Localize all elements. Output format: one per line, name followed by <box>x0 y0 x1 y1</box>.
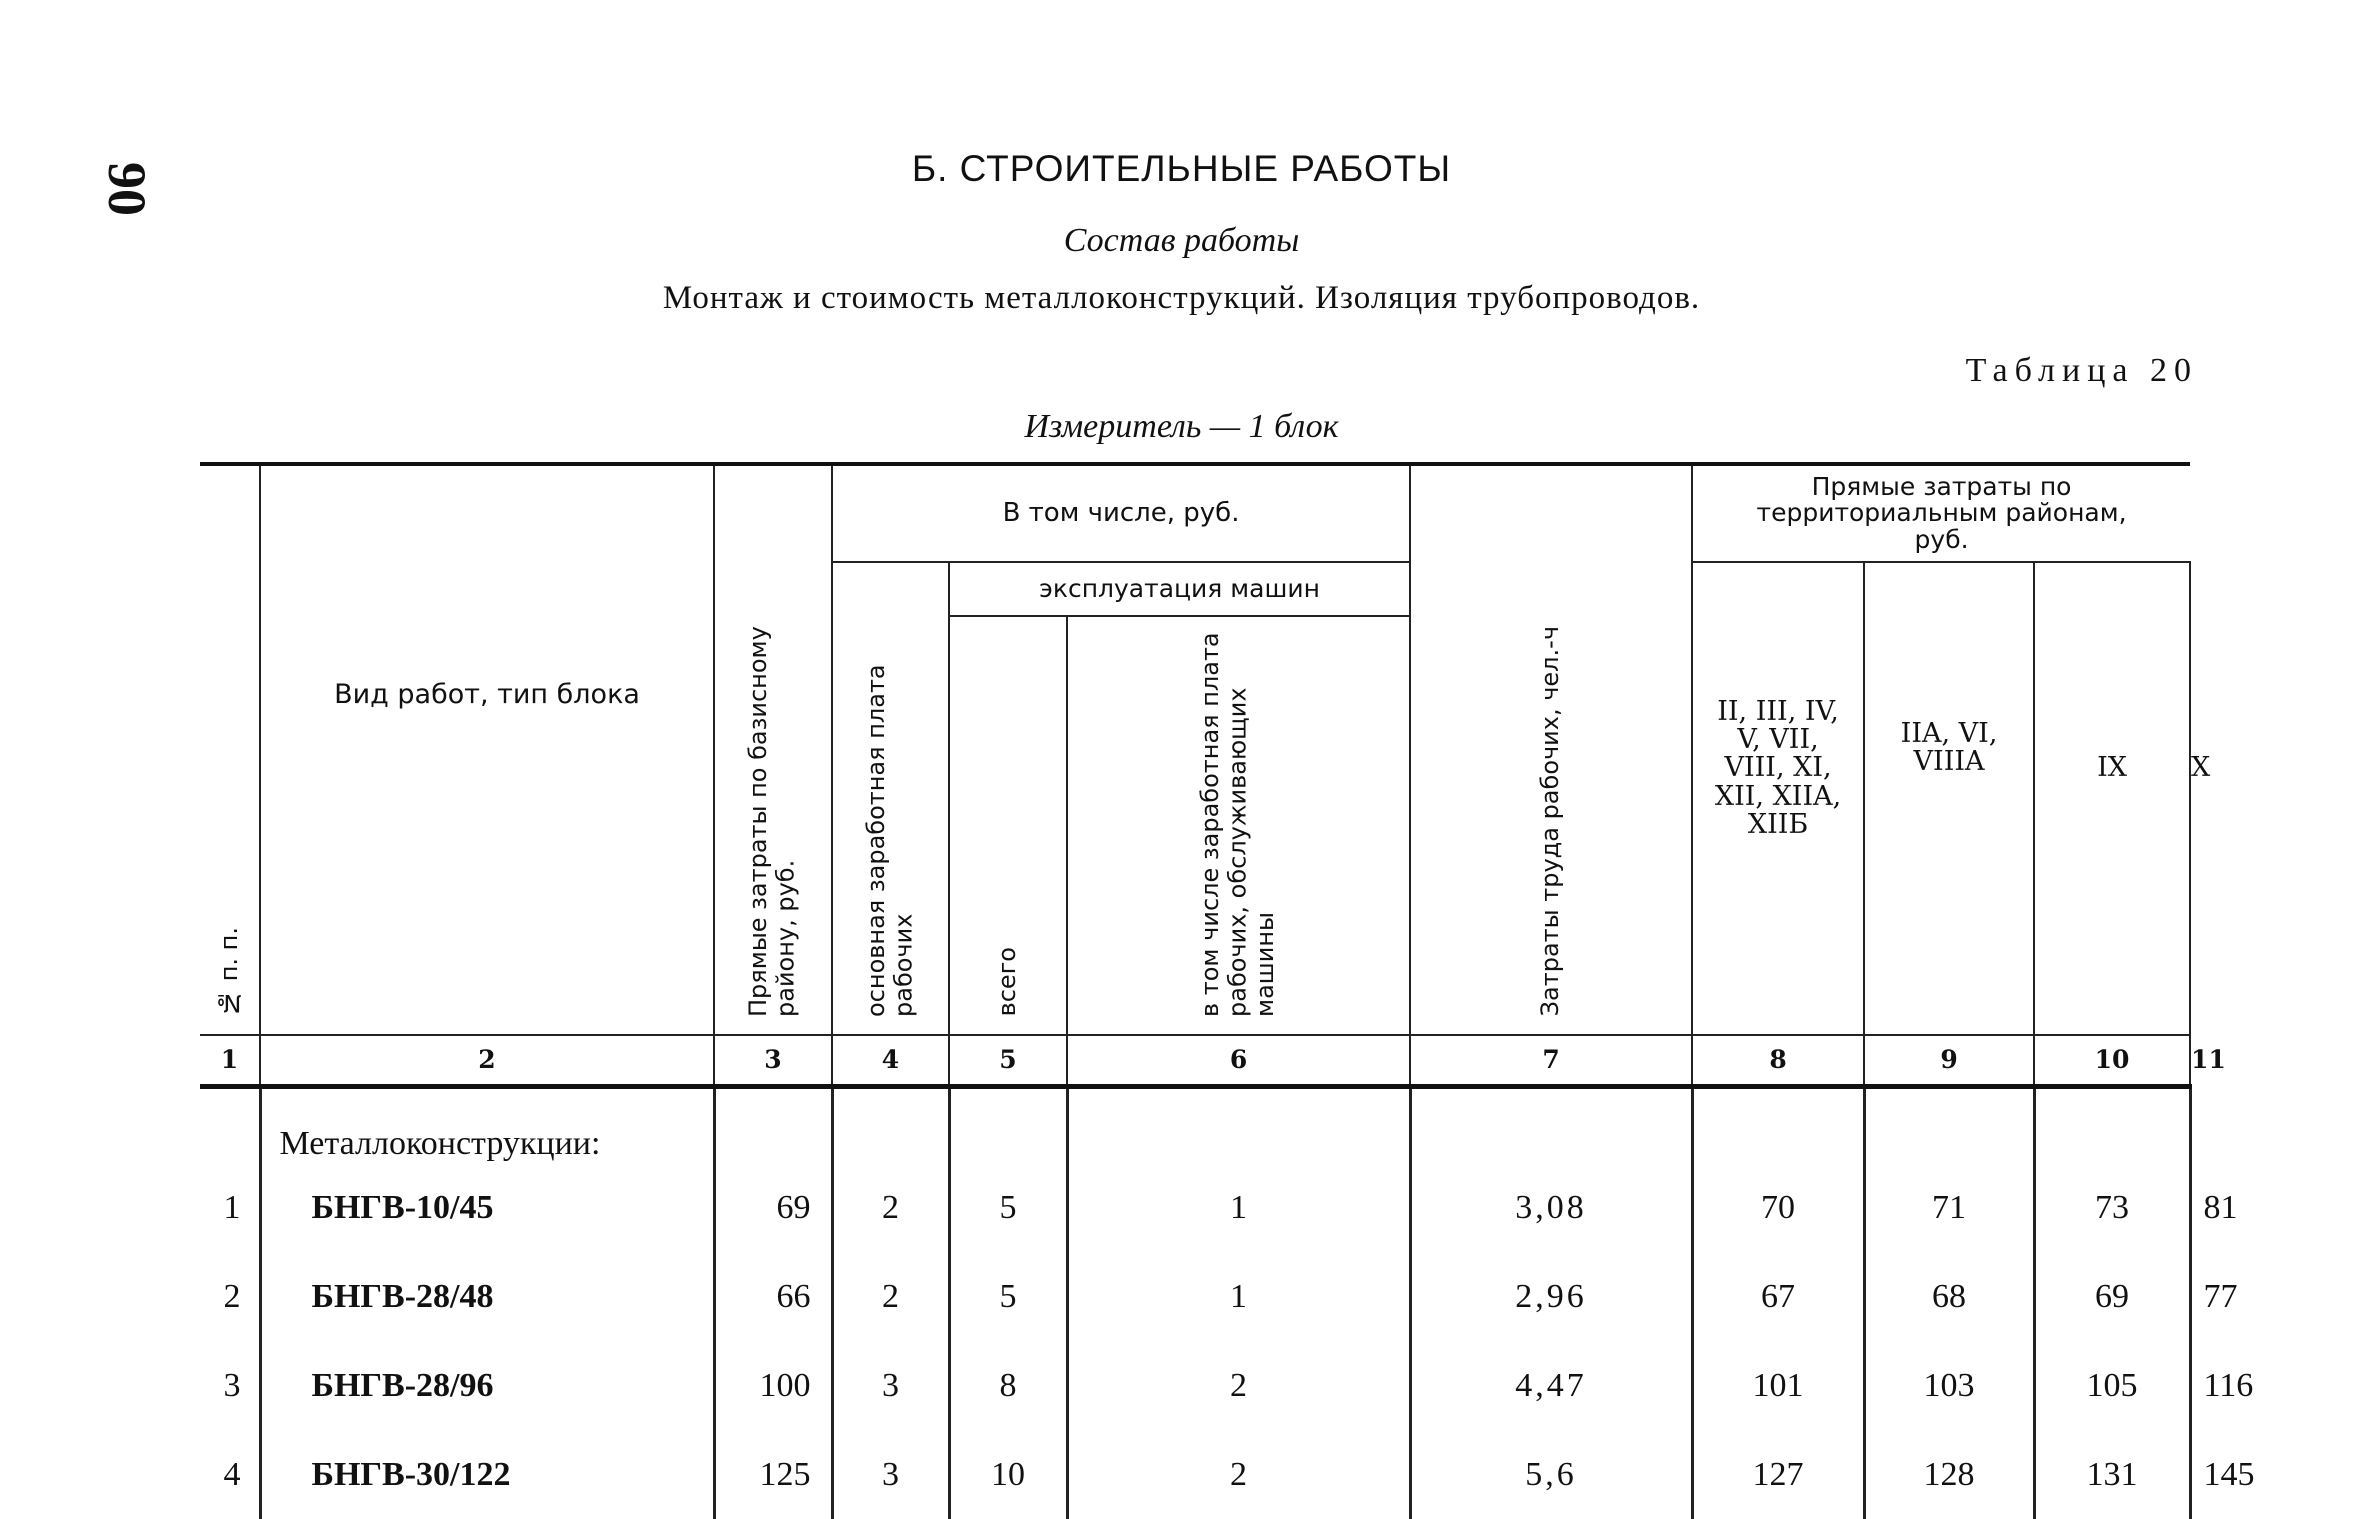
region-2-value: 128 <box>1864 1430 2034 1519</box>
base-wages-value: 2 <box>832 1252 949 1341</box>
cost-table-container <box>200 462 2255 1519</box>
block-type: БНГВ-30/122 <box>260 1430 714 1519</box>
machine-wages-value: 2 <box>1067 1430 1410 1519</box>
column-number-row: 1 2 3 4 5 6 7 8 9 10 11 <box>200 1035 2190 1087</box>
labor-costs-value: 3,08 <box>1410 1163 1692 1252</box>
region-2-value: 71 <box>1864 1163 2034 1252</box>
data-rows <box>200 1163 2255 1519</box>
region-1-value: 127 <box>1692 1430 1864 1519</box>
machine-wages-value: 2 <box>1067 1341 1410 1430</box>
unit-label: Измеритель — 1 блок <box>1024 408 1339 445</box>
region-3-value: 69 <box>2034 1252 2190 1341</box>
column-number: 2 <box>260 1035 714 1087</box>
direct-costs-base-value: 100 <box>714 1341 832 1430</box>
base-wages-value: 3 <box>832 1430 949 1519</box>
base-wages-value: 3 <box>832 1341 949 1430</box>
table-row: 1 БНГВ-10/45 69 2 5 1 3,08 70 71 73 81 <box>200 1163 2190 1252</box>
header-machine-wages: в том числе заработная плата рабочих, обслуживающих машины <box>1067 616 1410 1035</box>
header-including-group: В том числе, руб. <box>832 464 1410 562</box>
header-machine-operation: эксплуатация машин <box>949 562 1410 616</box>
machine-total-value: 10 <box>949 1430 1067 1519</box>
header-work-type: Вид работ, тип блока <box>260 464 714 1035</box>
work-description: Монтаж и стоимость металлоконструкций. Изоляция трубопроводов. <box>662 280 1701 316</box>
column-number: 5 <box>949 1035 1067 1087</box>
column-number: 9 <box>1864 1035 2034 1087</box>
table-row: 3 БНГВ-28/96 100 3 8 2 4,47 101 103 105 116 <box>200 1341 2190 1430</box>
header-machine-total: всего <box>949 616 1067 1035</box>
table-label: Таблица 20 <box>1965 352 2198 389</box>
region-3-value: 73 <box>2034 1163 2190 1252</box>
machine-total-value: 5 <box>949 1163 1067 1252</box>
direct-costs-base-value: 125 <box>714 1430 832 1519</box>
column-number: 8 <box>1692 1035 1864 1087</box>
region-1-value: 101 <box>1692 1341 1864 1430</box>
region-2-value: 68 <box>1864 1252 2034 1341</box>
machine-total-value: 5 <box>949 1252 1067 1341</box>
base-wages-value: 2 <box>832 1163 949 1252</box>
page-number: 90 <box>97 162 157 216</box>
header-region-3: IX <box>2034 562 2190 1035</box>
table-row: 4 БНГВ-30/122 125 3 10 2 5,6 127 128 131 145 <box>200 1430 2190 1519</box>
machine-total-value: 8 <box>949 1341 1067 1430</box>
group-label: Металлоконструкции: <box>260 1087 714 1164</box>
region-3-value: 105 <box>2034 1341 2190 1430</box>
row-number: 1 <box>200 1163 260 1252</box>
region-2-value: 103 <box>1864 1341 2034 1430</box>
column-number: 7 <box>1410 1035 1692 1087</box>
block-type: БНГВ-28/48 <box>260 1252 714 1341</box>
labor-costs-value: 5,6 <box>1410 1430 1692 1519</box>
composition-heading: Состав работы <box>1063 222 1300 259</box>
header-base-wages: основная заработная плата рабочих <box>832 562 949 1035</box>
section-title: Б. СТРОИТЕЛЬНЫЕ РАБОТЫ <box>911 148 1452 189</box>
region-1-value: 70 <box>1692 1163 1864 1252</box>
cost-table: № п. п. Вид работ, тип блока Прямые затраты по базисному району, руб. В том числе, руб. Затраты труда рабочих, чел.-ч Прямые затраты по территориальным районам, руб. основная заработная плата рабочих эксплуатация машин II, III, IV, V, VII, VIII, XI, XII, XIIA, XIIБ IIA, VI, VIIIA IX X всего в том числе заработная плата рабочих, обслуживающих машины 1 2 3 4 5 6 7 8 9 10 11 Металлоконструкции: 1 БНГВ-10/45 69 2 5 1 3,08 70 71 73 81 2 БНГВ-28/48 66 2 5 1 2,96 67 68 69 77 3 БНГВ-28/96 100 3 8 2 4,47 101 103 105 116 4 БНГВ-30/122 125 3 10 2 5,6 127 128 131 145 <box>200 462 2190 1519</box>
column-number: 6 <box>1067 1035 1410 1087</box>
header-labor-costs: Затраты труда рабочих, чел.-ч <box>1410 464 1692 1035</box>
row-number: 3 <box>200 1341 260 1430</box>
column-number: 4 <box>832 1035 949 1087</box>
header-region-2: IIA, VI, VIIIA <box>1864 562 2034 1035</box>
column-number: 10 <box>2034 1035 2190 1087</box>
machine-wages-value: 1 <box>1067 1163 1410 1252</box>
column-number: 1 <box>200 1035 260 1087</box>
machine-wages-value: 1 <box>1067 1252 1410 1341</box>
table-row: 2 БНГВ-28/48 66 2 5 1 2,96 67 68 69 77 <box>200 1252 2190 1341</box>
block-type: БНГВ-10/45 <box>260 1163 714 1252</box>
column-number: 3 <box>714 1035 832 1087</box>
labor-costs-value: 4,47 <box>1410 1341 1692 1430</box>
block-type: БНГВ-28/96 <box>260 1341 714 1430</box>
row-number: 2 <box>200 1252 260 1341</box>
header-direct-costs-base: Прямые затраты по базисному району, руб. <box>714 464 832 1035</box>
region-3-value: 131 <box>2034 1430 2190 1519</box>
header-row-number: № п. п. <box>200 464 260 1035</box>
direct-costs-base-value: 69 <box>714 1163 832 1252</box>
header-region-1: II, III, IV, V, VII, VIII, XI, XII, XIIA, XIIБ <box>1692 562 1864 1035</box>
region-1-value: 67 <box>1692 1252 1864 1341</box>
header-regional-group: Прямые затраты по территориальным районам, руб. <box>1692 464 2190 562</box>
labor-costs-value: 2,96 <box>1410 1252 1692 1341</box>
row-number: 4 <box>200 1430 260 1519</box>
direct-costs-base-value: 66 <box>714 1252 832 1341</box>
group-row <box>200 1087 2190 1164</box>
